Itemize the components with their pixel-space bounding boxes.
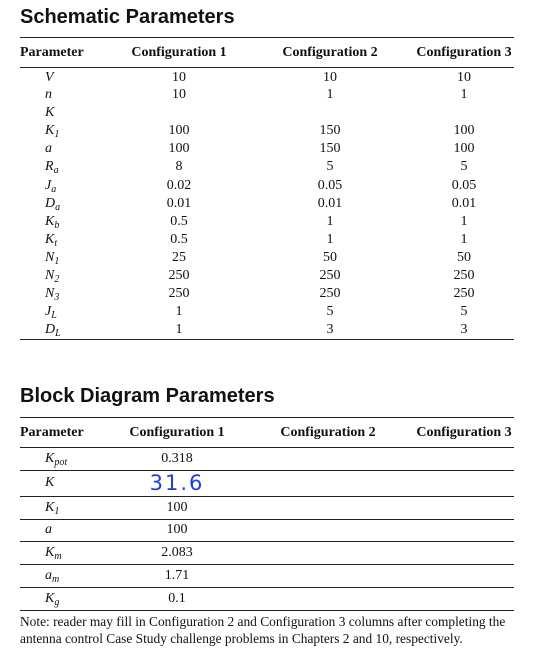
header-config-1: Configuration 1 xyxy=(112,38,246,68)
config-3-value xyxy=(414,496,514,519)
config-2-value: 5 xyxy=(326,159,334,175)
table-row xyxy=(20,448,514,471)
config-1-value: 1 xyxy=(175,304,183,320)
header-parameter: Parameter xyxy=(20,418,112,448)
schematic-title: Schematic Parameters xyxy=(20,6,235,28)
config-1-value xyxy=(112,104,246,122)
table-row xyxy=(20,267,514,285)
config-3-value: 250 xyxy=(453,267,475,283)
symbol-subscript: m xyxy=(54,551,62,563)
table-row xyxy=(20,587,514,610)
parameter-symbol xyxy=(20,68,112,87)
parameter-symbol xyxy=(20,249,112,267)
header-config-3: Configuration 3 xyxy=(414,38,514,68)
config-3-value xyxy=(414,565,514,588)
config-3-value: 0.01 xyxy=(451,195,477,211)
config-2-value: 10 xyxy=(323,70,337,85)
symbol-base: a xyxy=(45,568,52,584)
config-2-value: 250 xyxy=(319,267,341,283)
config-2-value: 50 xyxy=(323,249,337,265)
parameter-symbol xyxy=(20,542,112,565)
config-3-value xyxy=(414,542,514,565)
parameter-symbol xyxy=(20,86,112,104)
config-2-value xyxy=(246,104,414,122)
symbol-base: K xyxy=(45,450,55,466)
config-3-value xyxy=(414,448,514,471)
config-3-value xyxy=(414,470,514,496)
table-row xyxy=(20,321,514,339)
symbol-base: K xyxy=(45,475,55,491)
config-3-value: 5 xyxy=(460,159,468,175)
symbol-subscript: pot xyxy=(54,456,68,468)
table-row xyxy=(20,496,514,519)
config-2-value: 3 xyxy=(326,322,334,338)
config-1-value: 250 xyxy=(168,267,190,283)
symbol-subscript: L xyxy=(51,310,57,322)
parameter-symbol xyxy=(20,285,112,303)
symbol-subscript: a xyxy=(51,183,57,195)
symbol-base: N xyxy=(45,249,55,265)
config-2-value: 150 xyxy=(319,123,341,139)
parameter-symbol xyxy=(20,140,112,158)
symbol-base: a xyxy=(45,141,52,157)
symbol-base: K xyxy=(45,590,55,606)
symbol-base: J xyxy=(45,177,52,193)
table-row xyxy=(20,542,514,565)
table-header-row xyxy=(20,38,514,68)
table-row xyxy=(20,104,514,122)
symbol-base: D xyxy=(45,195,56,211)
config-1-value: 0.5 xyxy=(170,213,188,229)
config-1-value: 1.71 xyxy=(112,565,242,588)
parameter-symbol xyxy=(20,158,112,176)
config-2-value: 150 xyxy=(319,141,341,157)
header-config-2: Configuration 2 xyxy=(242,418,414,448)
table-row xyxy=(20,470,514,496)
symbol-subscript: b xyxy=(54,219,60,231)
config-2-value: 0.01 xyxy=(317,195,343,211)
config-3-value xyxy=(414,587,514,610)
parameter-symbol xyxy=(20,231,112,249)
config-2-value: 1 xyxy=(326,213,334,229)
config-2-value xyxy=(242,470,414,496)
symbol-subscript: 1 xyxy=(54,255,60,267)
symbol-base: K xyxy=(45,499,55,515)
table-row xyxy=(20,303,514,321)
table-row xyxy=(20,565,514,588)
symbol-base: D xyxy=(45,322,56,338)
config-2-value xyxy=(242,587,414,610)
config-3-value: 0.05 xyxy=(451,177,477,193)
config-2-value: 250 xyxy=(319,286,341,302)
parameter-symbol xyxy=(20,565,112,588)
config-3-value: 3 xyxy=(460,322,468,338)
table-row xyxy=(20,519,514,542)
parameter-symbol xyxy=(20,213,112,231)
symbol-base: K xyxy=(45,545,55,561)
config-3-value: 1 xyxy=(460,87,468,103)
config-1-value: 0.1 xyxy=(112,587,242,610)
parameter-symbol xyxy=(20,122,112,140)
table-header-row xyxy=(20,418,514,448)
symbol-subscript: a xyxy=(53,165,59,177)
config-2-value xyxy=(242,542,414,565)
symbol-subscript: 2 xyxy=(54,273,60,285)
config-2-value xyxy=(242,448,414,471)
header-config-1: Configuration 1 xyxy=(112,418,242,448)
parameter-symbol xyxy=(20,195,112,213)
parameter-symbol xyxy=(20,267,112,285)
config-3-value: 5 xyxy=(460,304,468,320)
config-2-value: 5 xyxy=(326,304,334,320)
parameter-symbol xyxy=(20,587,112,610)
config-1-value: 8 xyxy=(175,159,183,175)
table-row xyxy=(20,231,514,249)
parameter-symbol xyxy=(20,321,112,339)
block-diagram-title: Block Diagram Parameters xyxy=(20,385,275,407)
parameter-symbol xyxy=(20,104,112,122)
config-1-value: 250 xyxy=(168,286,190,302)
config-1-value: 10 xyxy=(172,70,186,85)
handwritten-value: 31.6 xyxy=(112,470,242,496)
symbol-base: a xyxy=(45,522,52,538)
symbol-base: K xyxy=(45,213,55,229)
table-row xyxy=(20,176,514,194)
config-3-value: 50 xyxy=(457,249,471,265)
header-config-3: Configuration 3 xyxy=(414,418,514,448)
config-1-value: 100 xyxy=(112,519,242,542)
config-2-value xyxy=(242,565,414,588)
table-row xyxy=(20,213,514,231)
config-2-value xyxy=(242,496,414,519)
parameter-symbol xyxy=(20,176,112,194)
table-row xyxy=(20,68,514,87)
symbol-subscript: t xyxy=(54,237,58,249)
symbol-base: n xyxy=(45,87,52,103)
symbol-subscript: m xyxy=(52,574,60,586)
config-1-value: 10 xyxy=(172,87,186,103)
config-3-value xyxy=(414,104,514,122)
parameter-symbol xyxy=(20,303,112,321)
config-3-value: 1 xyxy=(460,231,468,247)
table-row xyxy=(20,86,514,104)
config-2-value: 1 xyxy=(326,87,334,103)
symbol-subscript: a xyxy=(55,201,61,213)
config-3-value: 10 xyxy=(457,70,471,85)
config-3-value: 1 xyxy=(460,213,468,229)
symbol-base: N xyxy=(45,267,55,283)
header-config-2: Configuration 2 xyxy=(246,38,414,68)
table-row xyxy=(20,122,514,140)
config-2-value: 0.05 xyxy=(317,177,343,193)
symbol-base: R xyxy=(45,159,54,175)
parameter-symbol xyxy=(20,470,112,496)
table-row xyxy=(20,158,514,176)
footnote: Note: reader may fill in Configuration 2 and Configuration 3 columns after completing the antenna control Case Study challenge problems in Chapters 2 and 10, respectively. xyxy=(20,614,506,646)
config-1-value: 1 xyxy=(175,322,183,338)
parameter-symbol xyxy=(20,519,112,542)
config-1-value: 0.5 xyxy=(170,231,188,247)
block-diagram-parameters-table xyxy=(20,417,514,611)
symbol-subscript: g xyxy=(54,596,60,608)
config-2-value: 1 xyxy=(326,231,334,247)
symbol-base: J xyxy=(45,304,52,320)
config-1-value: 2.083 xyxy=(112,542,242,565)
config-1-value: 0.01 xyxy=(166,195,192,211)
symbol-subscript: 1 xyxy=(54,505,60,517)
config-1-value: 100 xyxy=(168,123,190,139)
parameter-symbol xyxy=(20,448,112,471)
config-1-value: 0.02 xyxy=(166,177,192,193)
config-3-value: 100 xyxy=(453,141,475,157)
table-row xyxy=(20,249,514,267)
header-parameter: Parameter xyxy=(20,38,112,68)
symbol-base: V xyxy=(45,70,54,85)
symbol-base: K xyxy=(45,231,55,247)
config-3-value xyxy=(414,519,514,542)
config-3-value: 250 xyxy=(453,286,475,302)
config-1-value: 100 xyxy=(112,496,242,519)
table-row xyxy=(20,140,514,158)
config-1-value: 0.318 xyxy=(161,450,193,466)
config-1-value: 25 xyxy=(172,249,186,265)
config-1-value: 100 xyxy=(168,141,190,157)
config-2-value xyxy=(242,519,414,542)
symbol-base: K xyxy=(45,123,55,139)
symbol-subscript: L xyxy=(55,328,61,340)
symbol-base: K xyxy=(45,105,55,121)
symbol-subscript: 1 xyxy=(54,129,60,141)
symbol-base: N xyxy=(45,286,55,302)
table-row xyxy=(20,195,514,213)
config-3-value: 100 xyxy=(453,123,475,139)
symbol-subscript: 3 xyxy=(54,292,60,304)
parameter-symbol xyxy=(20,496,112,519)
schematic-parameters-table xyxy=(20,37,514,340)
table-row xyxy=(20,285,514,303)
